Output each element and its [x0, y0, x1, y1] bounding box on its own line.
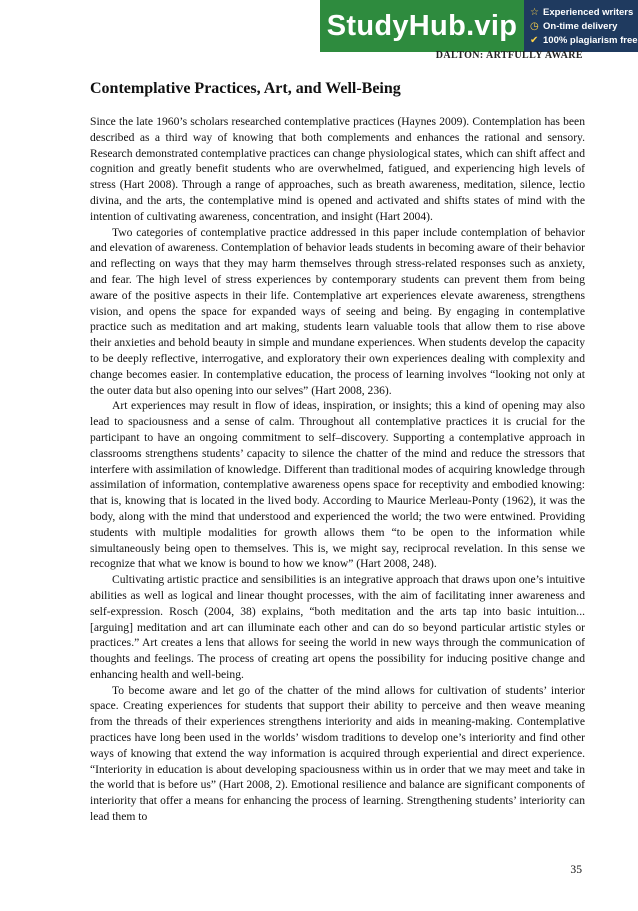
paragraph-2: Two categories of contemplative practice addressed in this paper include contemplation of behavior and elevation of awareness. Contemplation of behavior leads students in becoming aware of their behavior and reflecting on ways that they may harm themselves through stress-related responses such as anxiety, and fear. The high level of stress experiences by contemporary students can prevent them from being aware of the positive aspects in their life. Contemplative art experiences elevate awareness, strengthens vision, and opens the space for expanded ways of seeing and being. By engaging in contemplative practice such as meditation and art making, students learn valuable tools that allow them to rise above their anxieties and behold beauty in simple and mundane experiences. When students develop the capacity to be deeply reflective, interrogative, and exploratory their own experiences dealing with complexity and change becomes easier. In contemplative education, the process of learning involves “looking not only at the outer data but also opening into our selves” (Hart 2008, 236). — [90, 225, 585, 397]
banner-feature — [530, 35, 638, 46]
feature-label: Experienced writers — [543, 6, 634, 18]
banner-feature — [530, 7, 638, 18]
paragraph-3: Art experiences may result in flow of ideas, inspiration, or insights; this a kind of opening may also lead to spaciousness and a sense of calm. Throughout all contemplative practices it is crucial for the participant to have an ongoing commitment to self–discovery. Supporting a contemplative approach in classrooms strengthens students’ capacity to silence the chatter of the mind and reduce the stressors that interfere with assimilation of knowledge. Different than traditional modes of acquiring knowledge through assimilation of information, contemplative awareness opens space for receptivity and embodied knowing: that is, knowing that is located in the lived body. According to Maurice Merleau-Ponty (1962), it was the body, along with the mind that understood and experienced the world; the two were entwined. Providing students with multiple modalities for growth allows them “to be open to the information while simultaneously being open to themselves. This is, we might say, reciprocal revelation. In this sense we recognize that what we know is bound to how we know” (Hart 2008, 248). — [90, 399, 585, 571]
check-icon: ✔ — [530, 34, 539, 46]
clock-icon: ◷ — [530, 20, 539, 32]
section-title: Contemplative Practices, Art, and Well-Being — [90, 80, 401, 97]
star-icon: ☆ — [530, 6, 539, 18]
paragraph-1: Since the late 1960’s scholars researched contemplative practices (Haynes 2009). Contemplation has been described as a third way of knowing that both complements and enhances the rational and sensory. Research demonstrated contemplative practices can change physiological states, which can shift affect and cognition and greatly benefit students who are overwhelmed, fatigued, and experiencing high levels of stress (Hart 2008). Through a range of approaches, such as breath awareness, meditation, silence, lectio divina, and the arts, the contemplative mind is opened and activated and shifts states of mind with the intention of cultivating awareness, concentration, and insight (Hart 2004). — [90, 115, 585, 223]
paragraph-4: Cultivating artistic practice and sensibilities is an integrative approach that draws upon one’s intuitive abilities as well as logical and linear thought processes, with the aim of facilitating inner awareness and self-expression. Rosch (2004, 38) explains, “both meditation and the arts tap into basic intuition...[arguing] meditation and art can illuminate each other and can do so beyond particular artistic styles or practices.” Art creates a lens that allows for seeing the world in new ways through the communication of thoughts and feelings. The process of creating art opens the possibility for inducing positive change and enhancing health and well-being. — [90, 573, 585, 681]
page-body — [90, 80, 585, 825]
running-head: DALTON: ARTFULLY AWARE — [435, 51, 583, 60]
banner-feature — [530, 21, 638, 32]
banner-features — [524, 0, 638, 52]
ad-banner[interactable] — [320, 0, 638, 52]
studyhub-logo[interactable]: StudyHub.vip — [320, 0, 524, 52]
paragraph-5: To become aware and let go of the chatter of the mind allows for cultivation of students’ interior space. Creating experiences for students that support their ability to perceive and then weave meaning from the threads of their experiences strengthens interiority and aids in meaning-making. Contemplative practices have long been used in the worlds’ wisdom traditions to develop one’s interiority and find other ways of knowing that extend the way information is acquired through experiential and direct experience. “Interiority in education is about developing spaciousness within us in order that we may meet and take in the world that is before us” (Hart 2008, 2). Emotional resilience and balance are significant components of interiority that offer a means for enhancing the process of learning. Strengthening students’ interiority can lead them to — [90, 683, 585, 824]
page-number: 35 — [570, 863, 582, 876]
feature-label: On-time delivery — [543, 20, 618, 32]
feature-label: 100% plagiarism free — [543, 34, 638, 46]
